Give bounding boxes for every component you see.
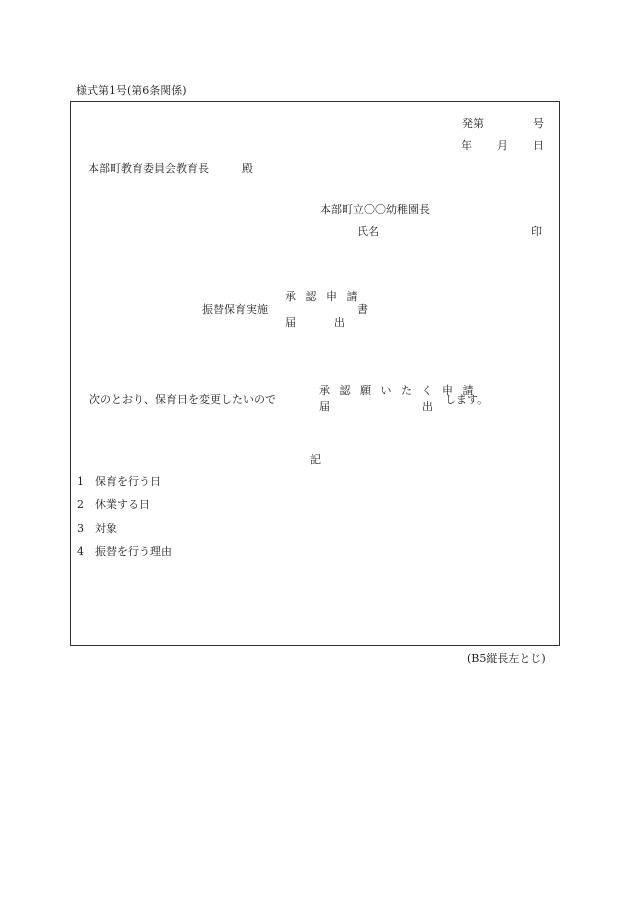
title-lower-right: 出 (334, 316, 345, 329)
body-lead: 次のとおり、保育日を変更したいので (89, 393, 276, 406)
footer-note: (B5縦長左とじ) (467, 652, 546, 665)
title-lower-left: 届 (285, 316, 296, 329)
ki-label: 記 (310, 453, 321, 466)
date-year: 年 (461, 139, 472, 152)
body-lower-left: 届 (319, 400, 330, 413)
list-item-label: 対象 (95, 522, 117, 535)
form-label: 様式第1号(第6条関係) (76, 84, 187, 97)
title-main: 振替保育実施 (202, 303, 268, 316)
title-suffix: 書 (357, 303, 368, 316)
list-item-number: 1 (77, 475, 84, 488)
list-item-number: 4 (77, 545, 84, 558)
list-item-number: 2 (77, 498, 84, 511)
list-item-label: 休業する日 (95, 498, 150, 511)
body-lower-right: 出 (422, 400, 433, 413)
title-upper-option: 承 認 申 請 (285, 290, 361, 303)
sender-title: 本部町立〇〇幼稚園長 (320, 203, 430, 216)
addressee-honorific: 殿 (242, 162, 253, 175)
list-item-label: 振替を行う理由 (95, 545, 172, 558)
issue-prefix: 発第 (462, 117, 484, 130)
issue-suffix: 号 (533, 117, 544, 130)
date-day: 日 (533, 139, 544, 152)
body-upper-option: 承 認 願 い た く 申 請 (319, 384, 477, 397)
date-month: 月 (497, 139, 508, 152)
body-trail: します。 (445, 393, 489, 406)
addressee-name: 本部町教育委員会教育長 (88, 162, 209, 175)
form-frame (70, 101, 560, 646)
sender-name-label: 氏名 (357, 225, 379, 238)
list-item-number: 3 (77, 522, 84, 535)
sender-seal-label: 印 (531, 225, 542, 238)
list-item-label: 保育を行う日 (95, 475, 161, 488)
